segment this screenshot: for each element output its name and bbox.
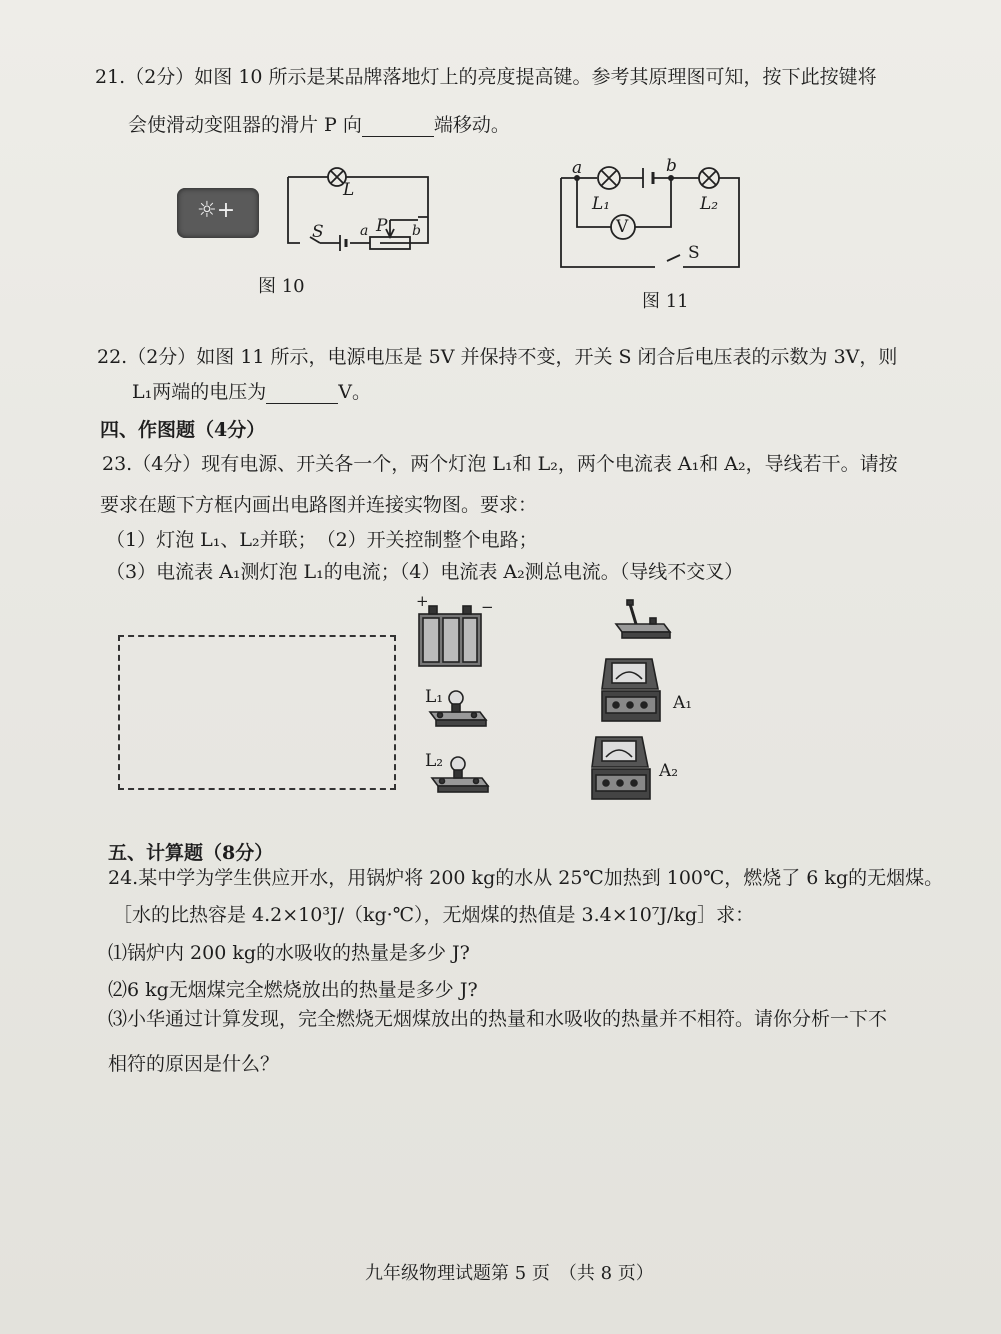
fig10-caption: 图 10 [258, 276, 305, 297]
q21-line1: 21.（2分）如图 10 所示是某品牌落地灯上的亮度提高键。参考其原理图可知，按下此按键将 [95, 66, 877, 88]
fig11-label-S: S [688, 243, 700, 263]
q22-text-b: V。 [338, 381, 371, 403]
section-5-title: 五、计算题（8分） [108, 842, 274, 864]
ammeter-A2-label: A₂ [659, 761, 679, 781]
bulb-L1-label: L₁ [425, 687, 444, 707]
fig11-caption: 图 11 [642, 291, 689, 312]
q21-text-a: 会使滑动变阻器的滑片 P 向 [128, 114, 362, 136]
figure-10-circuit [280, 165, 440, 255]
fig11-label-L2: L₂ [700, 194, 719, 214]
q21-line2 [128, 110, 510, 137]
q22-text-a: L₁两端的电压为 [132, 381, 267, 403]
fig10-label-b: b [412, 223, 421, 239]
q23-line1: 23.（4分）现有电源、开关各一个，两个灯泡 L₁和 L₂，两个电流表 A₁和 A₂，导线若干。请按 [102, 453, 898, 475]
ammeter-A1-image [600, 655, 670, 725]
battery-minus-label: − [481, 598, 494, 616]
ammeter-A2-image [590, 733, 660, 803]
q21-text-b: 端移动。 [433, 114, 510, 136]
fig10-label-L: L [343, 180, 355, 200]
q24-line2: ［水的比热容是 4.2×10³J/（kg·℃），无烟煤的热值是 3.4×10⁷J/kg］求： [113, 904, 755, 926]
fig11-label-L1: L₁ [592, 194, 611, 214]
bulb-L2-label: L₂ [425, 751, 444, 771]
q22-line1: 22.（2分）如图 11 所示，电源电压是 5V 并保持不变，开关 S 闭合后电压表的示数为 3V，则 [97, 346, 898, 368]
sun-plus-icon: ☼+ [197, 198, 236, 223]
figure-11-circuit [555, 165, 755, 275]
fig10-label-a: a [360, 223, 369, 239]
q24-part3-line2: 相符的原因是什么？ [108, 1053, 280, 1075]
q23-line3: （1）灯泡 L₁、L₂并联； （2）开关控制整个电路； [106, 529, 538, 551]
q24-part1: ⑴锅炉内 200 kg的水吸收的热量是多少 J? [108, 942, 470, 964]
page-footer: 九年级物理试题第 5 页 （共 8 页） [365, 1263, 654, 1284]
fig11-label-b: b [666, 156, 677, 176]
q24-part2: ⑵6 kg无烟煤完全燃烧放出的热量是多少 J? [108, 979, 478, 1001]
drawing-answer-box[interactable] [118, 635, 396, 790]
q24-line1: 24.某中学为学生供应开水，用锅炉将 200 kg的水从 25℃加热到 100℃，燃烧了 6 kg的无烟煤。 [108, 867, 944, 889]
section-4-title: 四、作图题（4分） [100, 419, 266, 441]
fig10-label-S: S [312, 222, 324, 242]
ammeter-A1-label: A₁ [673, 693, 693, 713]
brightness-button-image [177, 188, 259, 238]
battery-plus-label: + [416, 592, 429, 610]
q22-line2 [132, 377, 371, 404]
fig10-label-P: P [376, 216, 388, 236]
q24-part3-line1: ⑶小华通过计算发现，完全燃烧无烟煤放出的热量和水吸收的热量并不相符。请你分析一下不 [108, 1008, 888, 1030]
fig11-label-a: a [572, 158, 583, 178]
knife-switch-image [614, 598, 672, 642]
answer-blank-21 [362, 114, 434, 137]
q23-line4: （3）电流表 A₁测灯泡 L₁的电流；（4）电流表 A₂测总电流。（导线不交叉） [106, 561, 744, 583]
q23-line2: 要求在题下方框内画出电路图并连接实物图。要求： [100, 494, 538, 516]
answer-blank-22 [266, 381, 338, 404]
fig11-label-V: V [616, 217, 629, 237]
